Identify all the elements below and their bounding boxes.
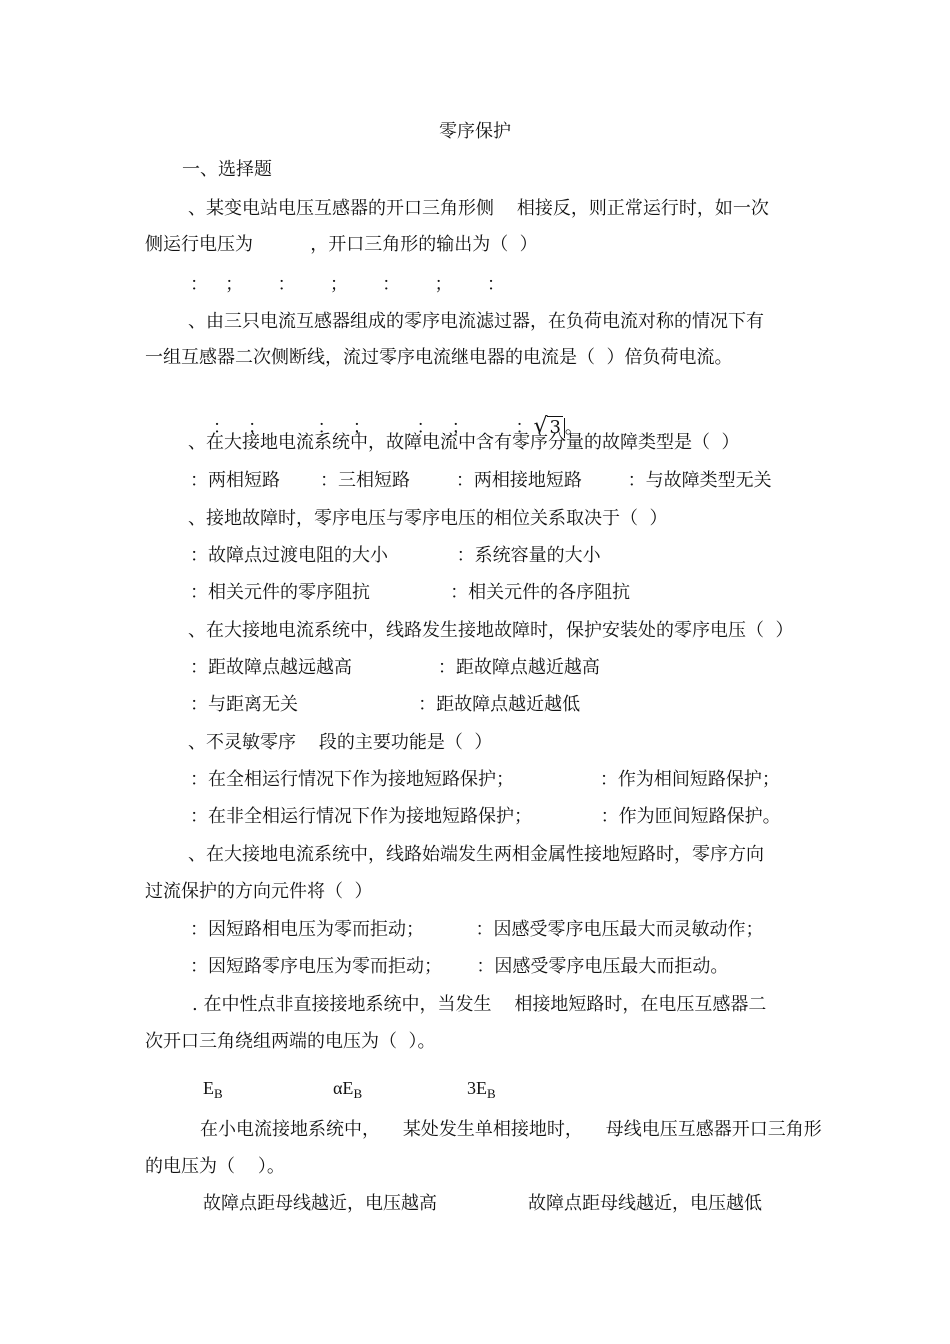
q4-options-cd: ：相关元件的零序阻抗 ：相关元件的各序阻抗 bbox=[190, 582, 631, 603]
q4-options-ab: ：故障点过渡电阻的大小 ：系统容量的大小 bbox=[190, 545, 601, 566]
q8-option-3-sub: B bbox=[487, 1086, 496, 1101]
section-heading: 一、选择题 bbox=[182, 159, 272, 180]
q9-option-a: 故障点距母线越近，电压越高 bbox=[203, 1193, 437, 1214]
q8-option-1-main: E bbox=[203, 1078, 214, 1098]
q7-stem-line2: 过流保护的方向元件将（ ） bbox=[145, 881, 373, 902]
q3-stem: 、在大接地电流系统中，故障电流中含有零序分量的故障类型是（ ） bbox=[188, 432, 740, 453]
q2-tail: 。 bbox=[564, 417, 583, 438]
q8-option-1 bbox=[203, 1076, 223, 1106]
q6-options-cd: ：在非全相运行情况下作为接地短路保护； ：作为匝间短路保护。 bbox=[190, 806, 781, 827]
q5-options-cd: ：与距离无关 ：距故障点越近越低 bbox=[190, 694, 581, 715]
q8-option-2 bbox=[333, 1076, 362, 1106]
sqrt-expression: √ 3 bbox=[533, 414, 561, 439]
q8-option-1-sub: B bbox=[214, 1086, 223, 1101]
q8-option-3-main: 3E bbox=[467, 1078, 487, 1098]
q8-option-2-main: αE bbox=[333, 1078, 354, 1098]
q8-option-2-sub: B bbox=[353, 1086, 363, 1101]
q3-options: ：两相短路 ：三相短路 ：两相接地短路 ：与故障类型无关 bbox=[190, 470, 772, 491]
q1-stem-line2: 侧运行电压为 ，开口三角形的输出为（ ） bbox=[145, 234, 538, 255]
q8-stem-line1: . 在中性点非直接接地系统中，当发生 相接地短路时，在电压互感器二 bbox=[192, 994, 767, 1015]
q2-stem-line2: 一组互感器二次侧断线，流过零序电流继电器的电流是（ ）倍负荷电流。 bbox=[145, 347, 733, 368]
q5-stem: 、在大接地电流系统中，线路发生接地故障时，保护安装处的零序电压（ ） bbox=[188, 620, 794, 641]
q9-option-b: 故障点距母线越近，电压越低 bbox=[528, 1193, 762, 1214]
document-title: 零序保护 bbox=[439, 121, 511, 142]
q2-stem-line1: 、由三只电流互感器组成的零序电流滤过器，在负荷电流对称的情况下有 bbox=[188, 311, 764, 332]
q9-stem-line2: 的电压为（ ）。 bbox=[145, 1156, 285, 1177]
q5-options-ab: ：距故障点越远越高 ：距故障点越近越高 bbox=[190, 657, 600, 678]
q6-options-ab: ：在全相运行情况下作为接地短路保护； ：作为相间短路保护； bbox=[190, 769, 780, 790]
q7-options-ab: ：因短路相电压为零而拒动； ：因感受零序电压最大而灵敏动作； bbox=[190, 919, 764, 940]
q4-stem: 、接地故障时，零序电压与零序电压的相位关系取决于（ ） bbox=[188, 508, 668, 529]
q7-stem-line1: 、在大接地电流系统中，线路始端发生两相金属性接地短路时，零序方向 bbox=[188, 844, 764, 865]
q8-option-3 bbox=[467, 1076, 496, 1106]
q1-options: ： ； ： ； ： ； ： bbox=[190, 274, 505, 295]
q8-stem-line2: 次开口三角绕组两端的电压为（ ）。 bbox=[145, 1031, 436, 1052]
q7-options-cd: ：因短路零序电压为零而拒动； ：因感受零序电压最大而拒动。 bbox=[190, 956, 729, 977]
q1-stem-line1: 、某变电站电压互感器的开口三角形侧 相接反，则正常运行时，如一次 bbox=[188, 198, 769, 219]
q2-options-text: ： ； ： ； ： ； ： bbox=[212, 417, 534, 438]
q9-stem-line1: 在小电流接地系统中， 某处发生单相接地时， 母线电压互感器开口三角形 bbox=[200, 1119, 822, 1140]
q6-stem: 、不灵敏零序 段的主要功能是（ ） bbox=[188, 732, 493, 753]
sqrt-radicand: 3 bbox=[549, 417, 561, 438]
